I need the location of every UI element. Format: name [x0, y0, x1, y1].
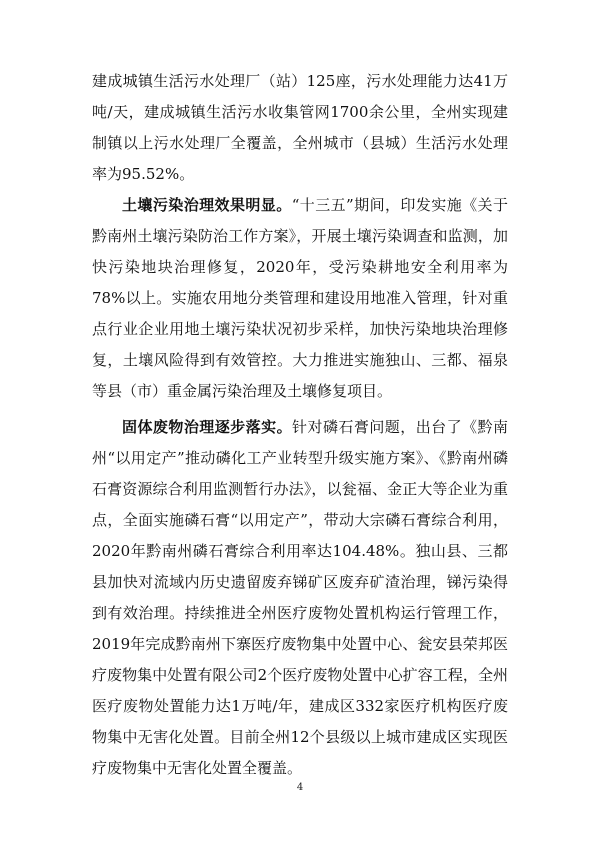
- paragraph-heading: 固体废物治理逐步落实。: [122, 418, 293, 436]
- page-number: 4: [296, 782, 304, 793]
- paragraph-text: 针对磷石膏问题，出台了《黔南州“以用定产”推动磷化工产业转型升级实施方案》、《黔南州磷石膏资源综合利用监测暂行办法》，以瓮福、金正大等企业为重点，全面实施磷石膏“以用定产”，带动大宗磷石膏综合利用，2020年黔南州磷石膏综合利用率达104.48%。独山县、三都县加快对流域内历史遗留废弃锑矿区废弃矿渣治理，锑污染得到有效治理。持续推进全州医疗废物处置机构运行管理工作，2019年完成黔南州下寨医疗废物集中处置中心、瓮安县荣邦医疗废物集中处置有限公司2个医疗废物处置中心扩容工程，全州医疗废物处置能力达1万吨/年，建成区332家医疗机构医疗废物集中无害化处置。目前全州12个县级以上城市建成区实现医疗废物集中无害化处置全覆盖。: [92, 418, 508, 777]
- paragraph-heading: 土壤污染治理效果明显。: [122, 196, 292, 214]
- paragraph-text: 建成城镇生活污水处理厂（站）125座，污水处理能力达41万吨/天，建成城镇生活污水收集管网1700余公里，全州实现建制镇以上污水处理厂全覆盖，全州城市（县城）生活污水处理率为95.52%。: [92, 72, 508, 183]
- paragraph-soil-pollution: [92, 190, 508, 407]
- paragraph-text: “十三五”期间，印发实施《关于黔南州土壤污染防治工作方案》，开展土壤污染调查和监测，加快污染地块治理修复，2020年，受污染耕地安全利用率为78%以上。实施农用地分类管理和建设用地准入管理，针对重点行业企业用地土壤污染状况初步采样，加快污染地块治理修复，土壤风险得到有效管控。大力推进实施独山、三都、福泉等县（市）重金属污染治理及土壤修复项目。: [92, 196, 508, 400]
- paragraph-solid-waste: [92, 412, 508, 784]
- paragraph-sewage-treatment: [92, 66, 508, 190]
